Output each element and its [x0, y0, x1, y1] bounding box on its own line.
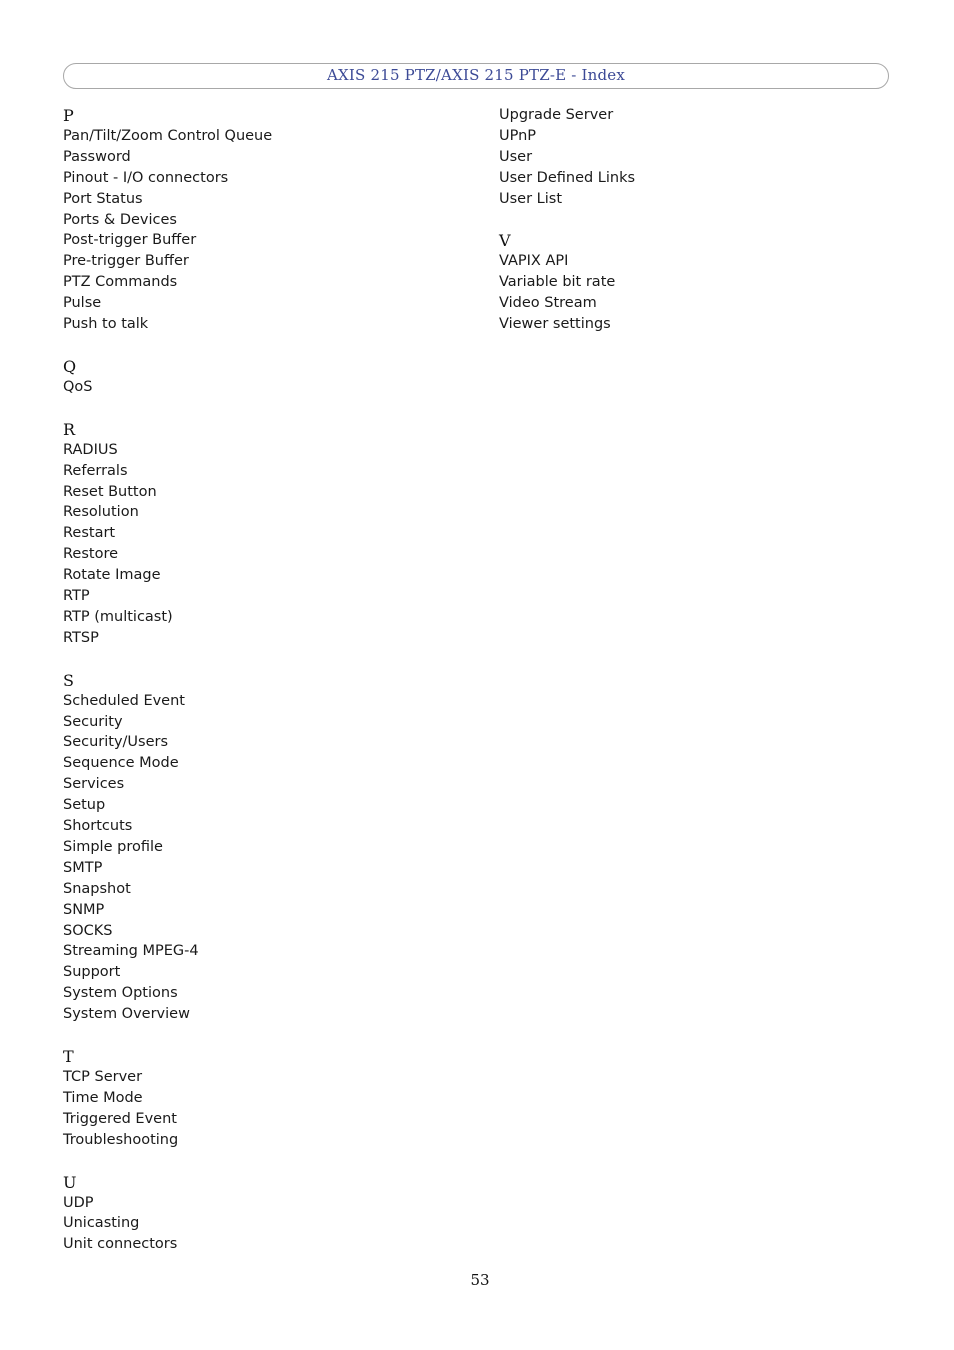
index-entry: RTSP — [63, 629, 99, 646]
index-entry: Video Stream — [499, 295, 597, 312]
index-entry: Restore — [63, 546, 119, 563]
section-letter-heading: T — [63, 1046, 74, 1066]
index-entry: Troubleshooting — [63, 1131, 179, 1148]
index-entry: Unicasting — [63, 1215, 140, 1232]
index-entry: Shortcuts — [63, 818, 133, 835]
index-entry: Resolution — [63, 504, 139, 521]
index-entry: Pre-trigger Buffer — [63, 253, 189, 270]
section-letter-heading: P — [63, 106, 74, 125]
index-entry: Scheduled Event — [63, 692, 185, 709]
index-entry: Viewer settings — [499, 316, 611, 333]
section-letter-heading: U — [63, 1172, 77, 1192]
section-letter-heading: S — [63, 670, 74, 690]
index-entry: TCP Server — [63, 1068, 143, 1085]
index-entry: Support — [63, 964, 121, 981]
page-number: 53 — [470, 1271, 490, 1289]
index-entry-list — [63, 126, 463, 335]
index-entry: UDP — [63, 1194, 94, 1211]
index-entry-list — [63, 377, 463, 398]
index-entry: Pulse — [63, 295, 102, 312]
index-section — [63, 670, 463, 1025]
index-entry: Services — [63, 776, 125, 793]
index-entry: Ports & Devices — [63, 211, 177, 228]
index-entry: SOCKS — [63, 922, 113, 939]
index-entry: UPnP — [499, 127, 537, 144]
index-column-right — [499, 105, 889, 356]
index-entry-list — [63, 691, 463, 1025]
index-entry: SNMP — [63, 901, 105, 918]
index-section — [499, 230, 889, 335]
index-entry: Time Mode — [63, 1089, 143, 1106]
index-entry: Password — [63, 148, 131, 165]
index-entry: User List — [499, 190, 563, 207]
index-entry: Restart — [63, 525, 116, 542]
index-entry: System Options — [63, 985, 178, 1002]
index-entry: Security/Users — [63, 734, 169, 751]
index-section — [63, 1172, 463, 1256]
index-entry: Upgrade Server — [499, 107, 614, 123]
index-section — [63, 419, 463, 649]
index-entry-list — [63, 440, 463, 649]
page-header-title: AXIS 215 PTZ/AXIS 215 PTZ-E - Index — [327, 66, 625, 84]
index-entry: RTP — [63, 588, 90, 605]
index-entry: Sequence Mode — [63, 755, 179, 772]
header-bar — [63, 63, 889, 89]
index-entry-list — [63, 1193, 463, 1256]
index-entry: VAPIX API — [499, 253, 569, 270]
index-entry: Port Status — [63, 190, 143, 207]
index-entry: RTP (multicast) — [63, 608, 173, 625]
index-entry: Referrals — [63, 462, 128, 479]
index-entry: Setup — [63, 797, 106, 814]
index-entry: Simple profile — [63, 838, 163, 855]
index-section — [499, 105, 889, 209]
index-entry: Streaming MPEG-4 — [63, 943, 199, 960]
section-letter-heading: Q — [63, 356, 77, 376]
index-section — [63, 105, 463, 335]
index-entry: PTZ Commands — [63, 274, 178, 291]
index-entry: QoS — [63, 378, 93, 395]
index-entry-list — [499, 105, 889, 209]
index-entry: Reset Button — [63, 483, 157, 500]
section-letter-heading: V — [499, 231, 511, 251]
index-entry: User — [499, 148, 533, 165]
index-entry: Unit connectors — [63, 1236, 178, 1253]
index-entry: Pinout - I/O connectors — [63, 169, 229, 186]
index-section — [63, 356, 463, 398]
index-entry-list — [499, 251, 889, 335]
index-entry: System Overview — [63, 1006, 190, 1023]
index-entry: Triggered Event — [63, 1110, 177, 1127]
index-entry: SMTP — [63, 859, 103, 876]
index-entry: Snapshot — [63, 880, 131, 897]
index-entry: Post-trigger Buffer — [63, 232, 197, 249]
index-column-left — [63, 105, 463, 1276]
section-letter-heading: R — [63, 419, 76, 439]
index-entry: Variable bit rate — [499, 274, 616, 291]
index-entry: RADIUS — [63, 441, 118, 458]
index-section — [63, 1046, 463, 1151]
index-entry: Rotate Image — [63, 567, 161, 584]
index-entry: Pan/Tilt/Zoom Control Queue — [63, 128, 273, 144]
index-entry-list — [63, 1067, 463, 1151]
index-entry: Security — [63, 713, 123, 730]
index-entry: User Defined Links — [499, 169, 636, 186]
index-entry: Push to talk — [63, 316, 149, 333]
